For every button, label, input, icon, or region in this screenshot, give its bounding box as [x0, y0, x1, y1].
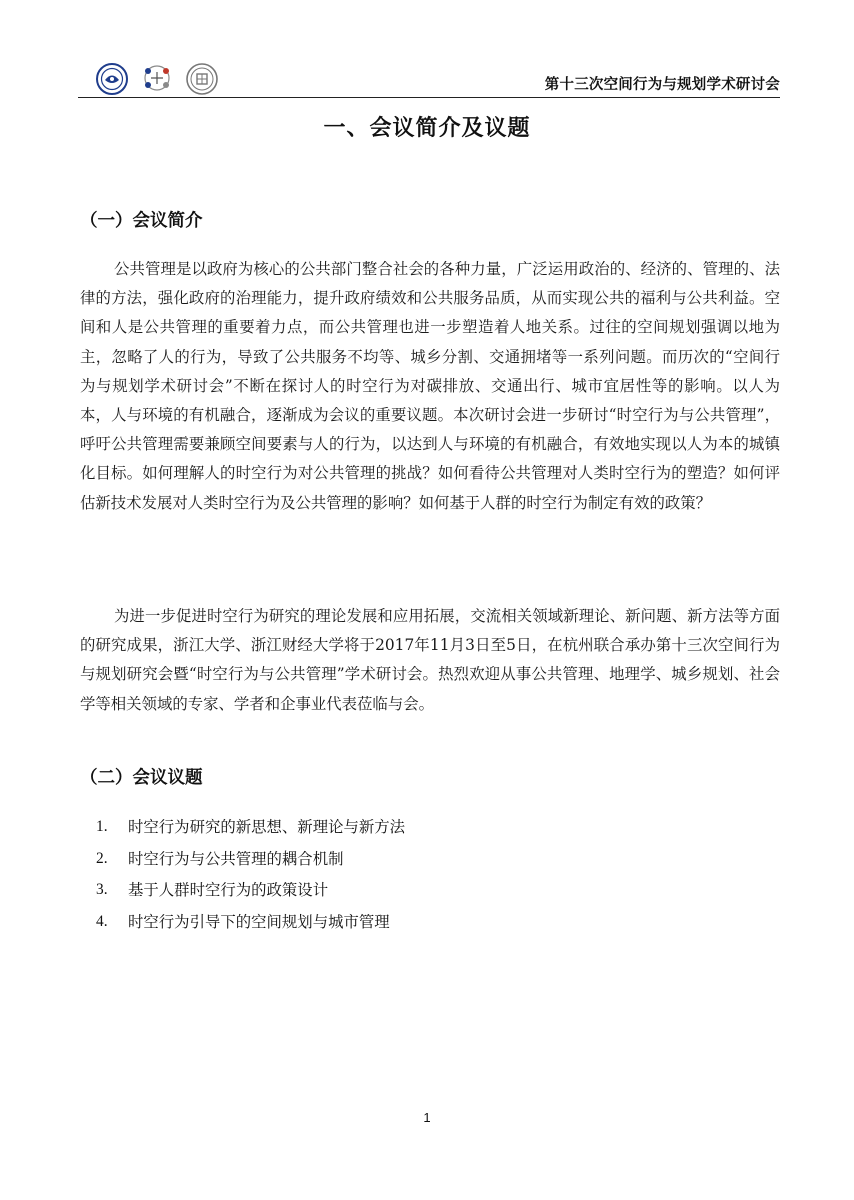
- section-heading-topics: （二）会议议题: [80, 768, 203, 788]
- list-item: [96, 877, 405, 909]
- header-logos: [96, 62, 218, 96]
- university-seal-icon: [186, 63, 218, 95]
- page-number: 1: [423, 1110, 431, 1125]
- university-seal-icon: [96, 63, 128, 95]
- topic-text: 基于人群时空行为的政策设计: [128, 881, 329, 899]
- topic-number: 3.: [96, 881, 108, 898]
- page-title: 一、会议简介及议题: [323, 116, 531, 141]
- topic-number: 4.: [96, 912, 108, 930]
- list-item: [96, 909, 405, 941]
- list-item: [96, 814, 405, 846]
- topic-text: 时空行为研究的新思想、新理论与新方法: [128, 818, 406, 836]
- list-item: [96, 846, 405, 878]
- intro-paragraph: 公共管理是以政府为核心的公共部门整合社会的各种力量，广泛运用政治的、经济的、管理的、法律的方法，强化政府的治理能力，提升政府绩效和公共服务品质，从而实现公共的福利与公共利益。空间和人是公共管理的重要着力点，而公共管理也进一步塑造着人地关系。过往的空间规划强调以地为主，忽略了人的行为，导致了公共服务不均等、城乡分割、交通拥堵等一系列问题。而历次的“空间行为与规划学术研讨会”不断在探讨人的时空行为对碳排放、交通出行、城市宜居性等的影响。以人为本，人与环境的有机融合，逐渐成为会议的重要议题。本次研讨会进一步研讨“时空行为与公共管理”，呼吁公共管理需要兼顾空间要素与人的行为，以达到人与环境的有机融合，有效地实现以人为本的城镇化目标。如何理解人的时空行为对公共管理的挑战？如何看待公共管理对人类时空行为的塑造？如何评估新技术发展对人类时空行为及公共管理的影响？如何基于人群的时空行为制定有效的政策？: [80, 260, 780, 512]
- section-heading-intro: （一）会议简介: [80, 211, 203, 231]
- header-divider: [78, 97, 780, 98]
- conference-logo-icon: [138, 63, 176, 95]
- topic-number: 2.: [96, 849, 108, 867]
- intro-paragraph: 为进一步促进时空行为研究的理论发展和应用拓展，交流相关领域新理论、新问题、新方法等方面的研究成果，浙江大学、浙江财经大学将于2017年11月3日至5日，在杭州联合承办第十三次空间行为与规划研究会暨“时空行为与公共管理”学术研讨会。热烈欢迎从事公共管理、地理学、城乡规划、社会学等相关领域的专家、学者和企事业代表莅临与会。: [80, 607, 780, 713]
- topic-text: 时空行为引导下的空间规划与城市管理: [128, 912, 390, 931]
- header-title: 第十三次空间行为与规划学术研讨会: [544, 77, 780, 93]
- topic-number: 1.: [96, 818, 108, 835]
- page-header: [78, 58, 780, 98]
- topic-list: [96, 814, 405, 940]
- topic-text: 时空行为与公共管理的耦合机制: [128, 849, 344, 868]
